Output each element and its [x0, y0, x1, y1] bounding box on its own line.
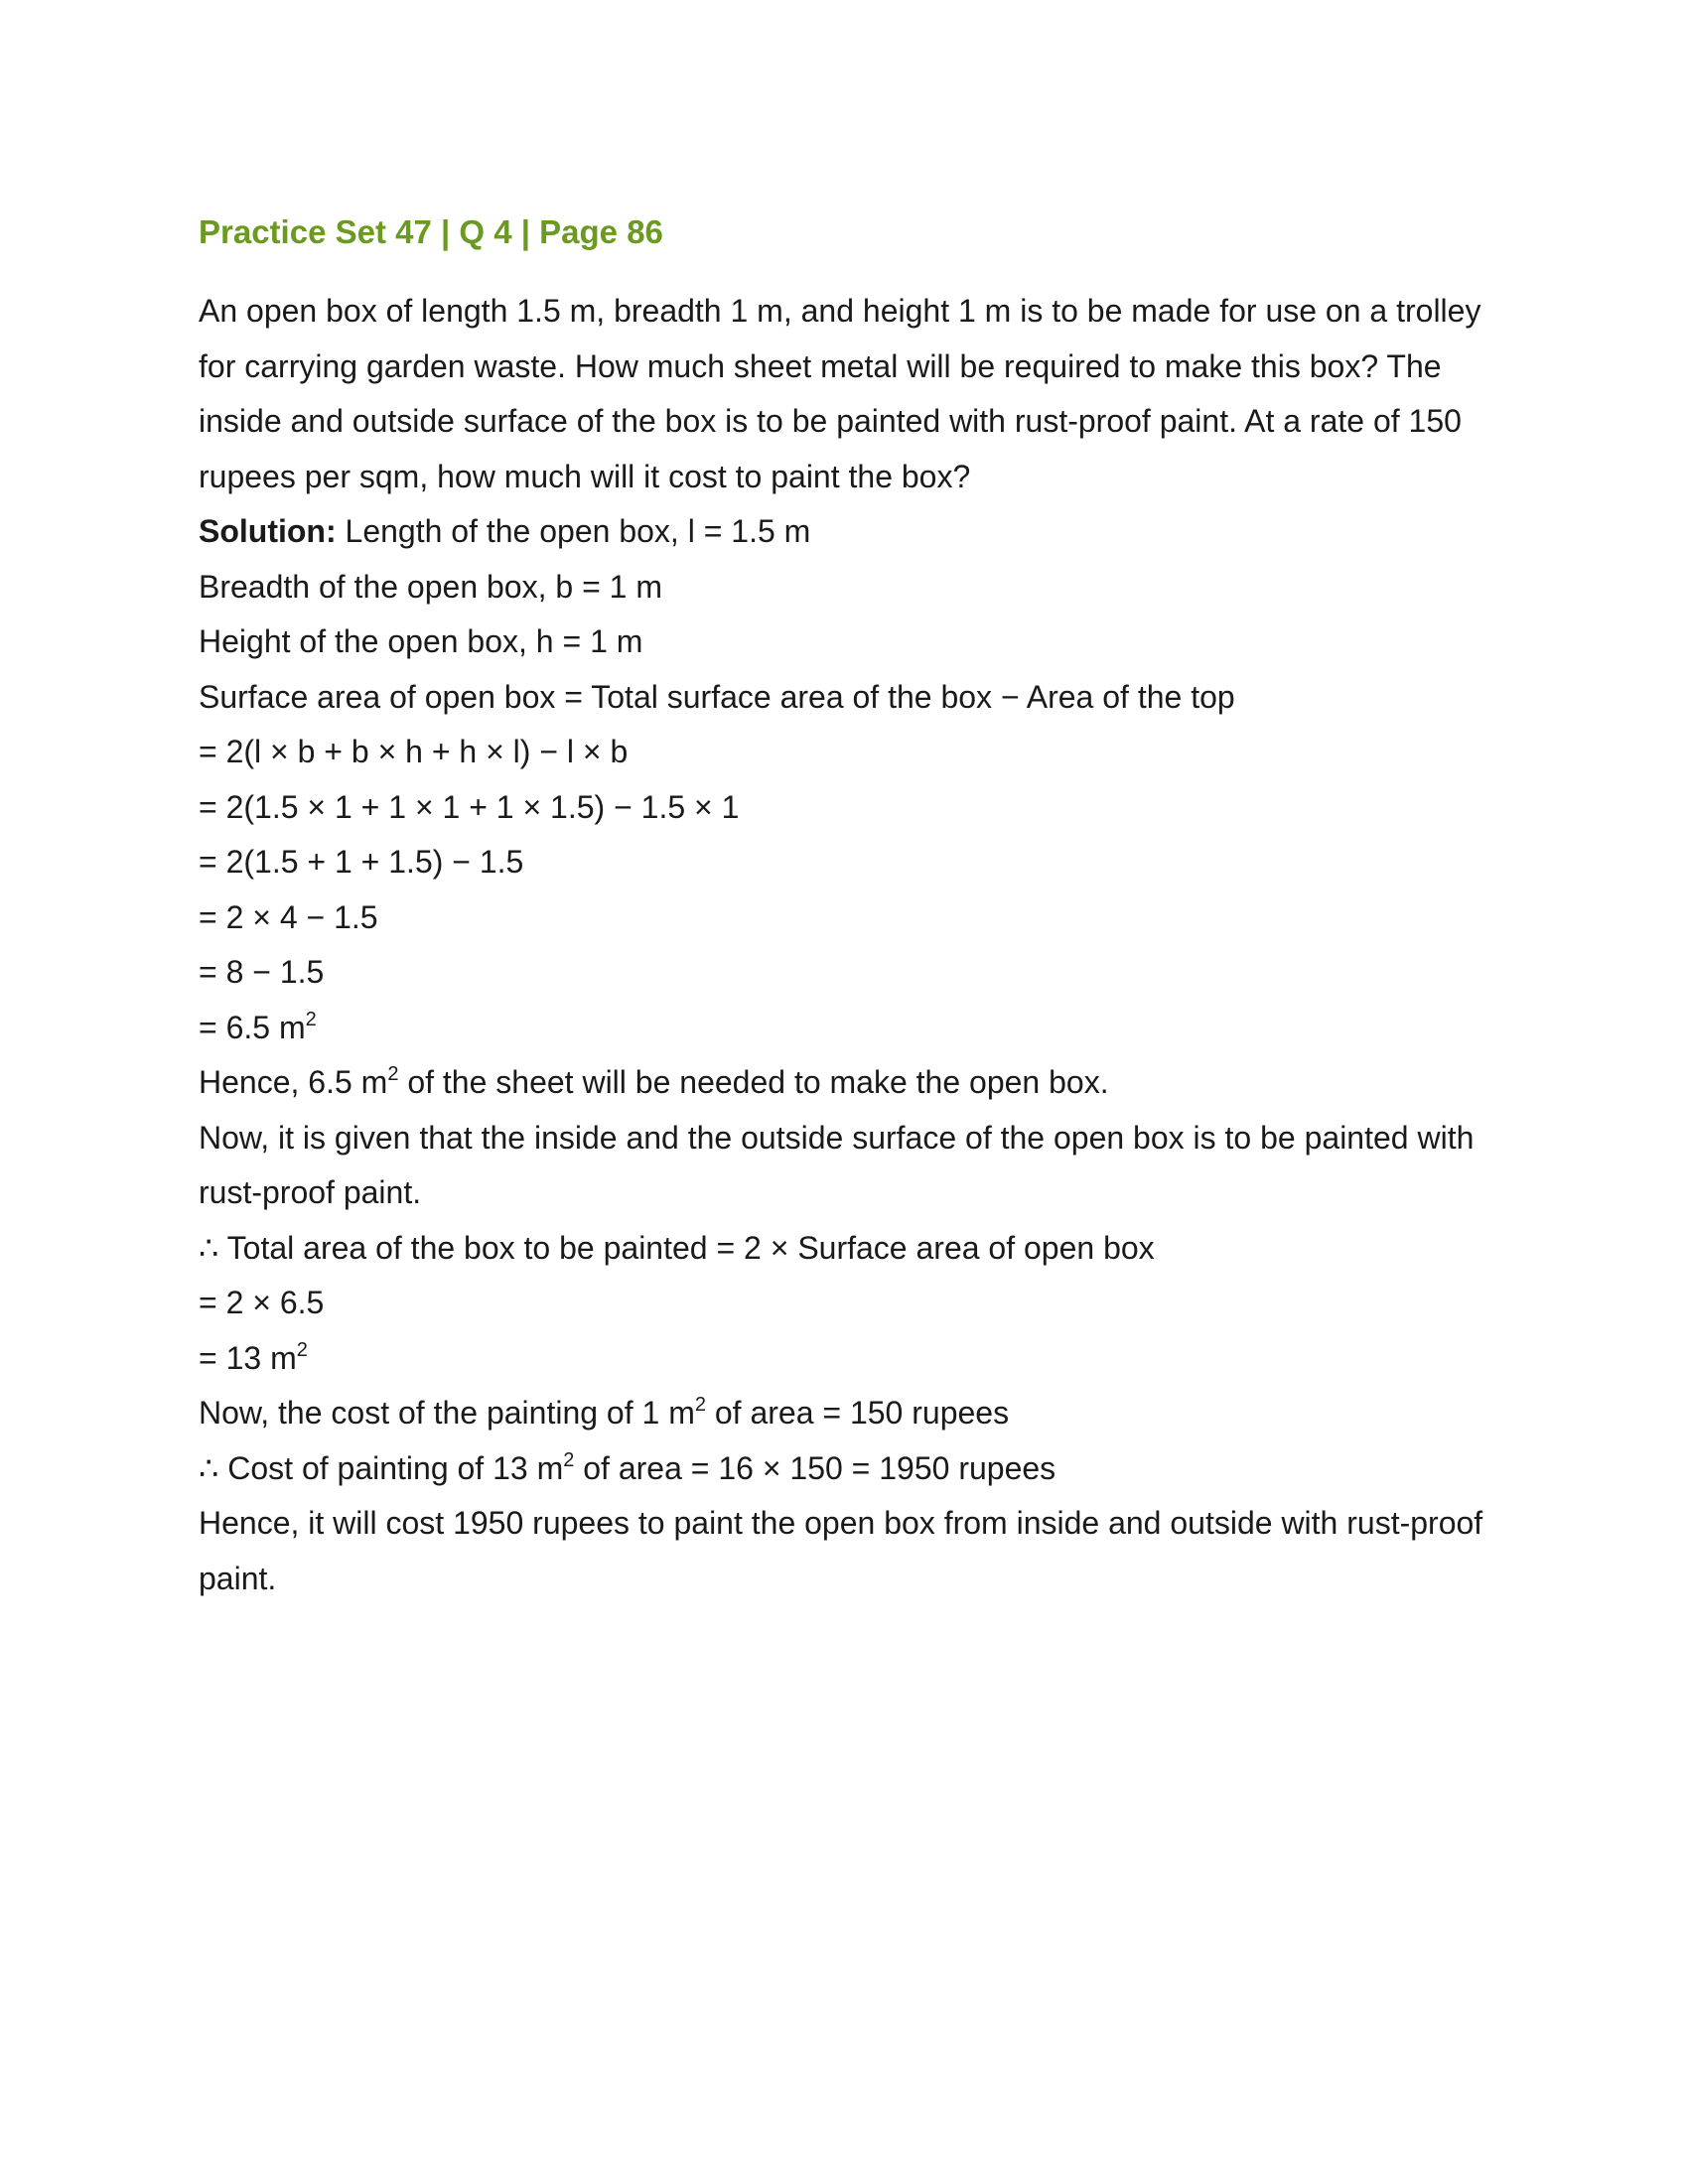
total-painted-area-line: ∴ Total area of the box to be painted = 2 × Surface area of open box: [199, 1229, 1155, 1266]
superscript-2: 2: [387, 1063, 399, 1085]
formula-result: [199, 1001, 1489, 1056]
sheet-needed-text-b: of the sheet will be needed to make the open box.: [398, 1064, 1109, 1100]
superscript-2: 2: [296, 1338, 308, 1361]
solution-label: Solution:: [199, 513, 337, 549]
solution-line-surface-area: Surface area of open box = Total surface area of the box − Area of the top: [199, 678, 1235, 715]
result-text: = 6.5 m: [199, 1009, 306, 1045]
sheet-needed-line: [199, 1055, 1489, 1111]
solution-block: [199, 504, 1489, 1606]
total-cost-text-a: ∴ Cost of painting of 13 m: [199, 1449, 564, 1486]
formula-step-3: = 2(1.5 + 1 + 1.5) − 1.5: [199, 844, 524, 880]
painted-area-step: = 2 × 6.5: [199, 1285, 325, 1320]
formula-step-1: = 2(l × b + b × h + h × l) − l × b: [199, 734, 629, 769]
length-text: Length of the open box, l = 1.5 m: [336, 513, 811, 549]
sheet-needed-text-a: Hence, 6.5 m: [199, 1064, 388, 1100]
solution-line-breadth: Breadth of the open box, b = 1 m: [199, 568, 662, 605]
superscript-2: 2: [694, 1394, 706, 1416]
painted-area-result: [199, 1331, 1489, 1387]
total-cost-text-b: of area = 16 × 150 = 1950 rupees: [574, 1449, 1056, 1486]
document-page: [199, 210, 1489, 1606]
question-text: An open box of length 1.5 m, breadth 1 m, and height 1 m is to be made for use on a trolley for carrying garden waste. How much sheet metal will be required to make this box? The inside and outside surface of the box is to be painted with rust-proof paint. At a rate of 150 rupees per sqm, how much will it cost to paint the box?: [199, 293, 1481, 494]
cost-per-sqm-text-a: Now, the cost of the painting of 1 m: [199, 1395, 695, 1431]
conclusion-line: Hence, it will cost 1950 rupees to paint the open box from inside and outside with rust-proof paint.: [199, 1505, 1483, 1596]
total-cost-line: [199, 1441, 1489, 1497]
solution-line-length: [199, 504, 1489, 560]
solution-line-height: Height of the open box, h = 1 m: [199, 623, 643, 659]
practice-set-heading: Practice Set 47 | Q 4 | Page 86: [199, 213, 663, 250]
superscript-2: 2: [563, 1448, 575, 1471]
formula-step-5: = 8 − 1.5: [199, 954, 325, 990]
formula-step-2: = 2(1.5 × 1 + 1 × 1 + 1 × 1.5) − 1.5 × 1: [199, 788, 740, 825]
cost-per-sqm-line: [199, 1386, 1489, 1441]
cost-per-sqm-text-b: of area = 150 rupees: [705, 1395, 1010, 1431]
painting-given-line: Now, it is given that the inside and the outside surface of the open box is to be painted with rust-proof paint.: [199, 1119, 1475, 1210]
painted-area-text: = 13 m: [199, 1339, 297, 1376]
superscript-2: 2: [305, 1008, 317, 1030]
formula-step-4: = 2 × 4 − 1.5: [199, 898, 378, 935]
